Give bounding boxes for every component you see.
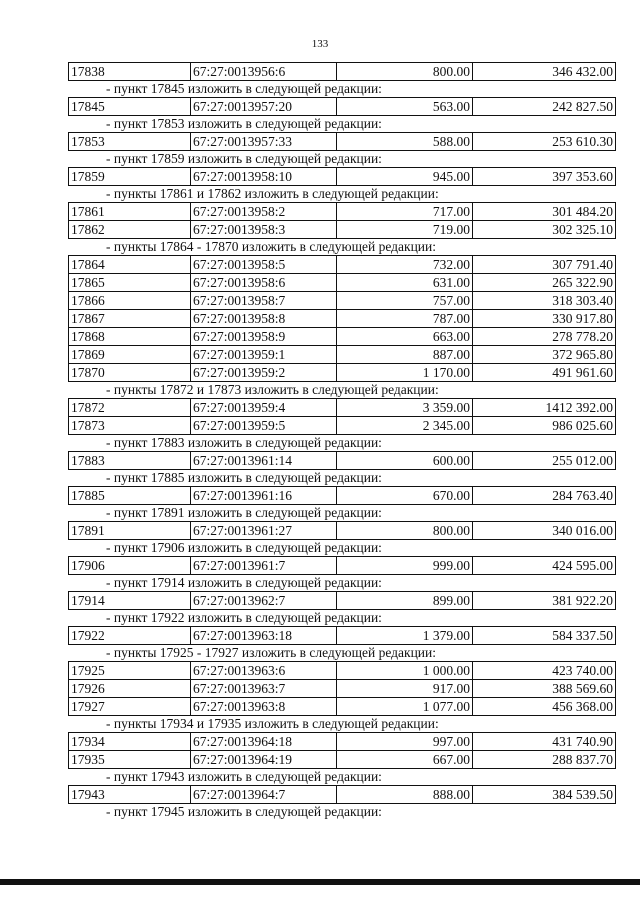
value-cell: 301 484.20 [473, 203, 616, 221]
amendment-block [68, 382, 616, 435]
item-number-cell: 17866 [69, 292, 191, 310]
amendment-block [68, 540, 616, 575]
value-cell: 423 740.00 [473, 662, 616, 680]
amendment-block [68, 186, 616, 239]
value-cell: 346 432.00 [473, 63, 616, 81]
area-cell: 667.00 [337, 751, 473, 769]
cadastral-number-cell: 67:27:0013963:18 [191, 627, 337, 645]
table-row [69, 63, 616, 81]
amendment-block [68, 804, 616, 820]
amendment-block [68, 435, 616, 470]
cadastral-number-cell: 67:27:0013958:2 [191, 203, 337, 221]
cadastral-number-cell: 67:27:0013961:27 [191, 522, 337, 540]
value-cell: 255 012.00 [473, 452, 616, 470]
table-row [69, 417, 616, 435]
parcel-table [68, 626, 616, 645]
value-cell: 1412 392.00 [473, 399, 616, 417]
cadastral-number-cell: 67:27:0013959:1 [191, 346, 337, 364]
table-row [69, 592, 616, 610]
cadastral-number-cell: 67:27:0013963:8 [191, 698, 337, 716]
value-cell: 986 025.60 [473, 417, 616, 435]
parcel-table [68, 486, 616, 505]
item-number-cell: 17853 [69, 133, 191, 151]
area-cell: 1 379.00 [337, 627, 473, 645]
item-number-cell: 17872 [69, 399, 191, 417]
area-cell: 997.00 [337, 733, 473, 751]
table-row [69, 221, 616, 239]
amendment-block [68, 716, 616, 769]
table-row [69, 346, 616, 364]
table-row [69, 452, 616, 470]
item-number-cell: 17943 [69, 786, 191, 804]
amendment-heading: - пункты 17925 - 17927 изложить в следующей редакции: [106, 645, 436, 660]
amendment-block [68, 81, 616, 116]
area-cell: 670.00 [337, 487, 473, 505]
table-row [69, 751, 616, 769]
value-cell: 242 827.50 [473, 98, 616, 116]
amendment-heading: - пункт 17945 изложить в следующей редакции: [106, 804, 382, 819]
table-row [69, 98, 616, 116]
item-number-cell: 17867 [69, 310, 191, 328]
amendment-block [68, 769, 616, 804]
cadastral-number-cell: 67:27:0013962:7 [191, 592, 337, 610]
area-cell: 732.00 [337, 256, 473, 274]
item-number-cell: 17927 [69, 698, 191, 716]
amendment-heading: - пункт 17943 изложить в следующей редакции: [106, 769, 382, 784]
item-number-cell: 17883 [69, 452, 191, 470]
value-cell: 381 922.20 [473, 592, 616, 610]
value-cell: 431 740.90 [473, 733, 616, 751]
cadastral-number-cell: 67:27:0013958:6 [191, 274, 337, 292]
area-cell: 717.00 [337, 203, 473, 221]
cadastral-number-cell: 67:27:0013961:16 [191, 487, 337, 505]
value-cell: 284 763.40 [473, 487, 616, 505]
cadastral-number-cell: 67:27:0013956:6 [191, 63, 337, 81]
table-row [69, 522, 616, 540]
cadastral-number-cell: 67:27:0013958:5 [191, 256, 337, 274]
item-number-cell: 17859 [69, 168, 191, 186]
item-number-cell: 17914 [69, 592, 191, 610]
amendment-block [68, 239, 616, 382]
item-number-cell: 17869 [69, 346, 191, 364]
item-number-cell: 17891 [69, 522, 191, 540]
value-cell: 584 337.50 [473, 627, 616, 645]
amendment-heading: - пункт 17891 изложить в следующей редакции: [106, 505, 382, 520]
area-cell: 563.00 [337, 98, 473, 116]
item-number-cell: 17934 [69, 733, 191, 751]
parcel-table [68, 785, 616, 804]
cadastral-number-cell: 67:27:0013959:5 [191, 417, 337, 435]
item-number-cell: 17870 [69, 364, 191, 382]
area-cell: 887.00 [337, 346, 473, 364]
parcel-table [68, 132, 616, 151]
cadastral-number-cell: 67:27:0013964:7 [191, 786, 337, 804]
footer-rule [0, 879, 640, 885]
parcel-table [68, 398, 616, 435]
parcel-table [68, 62, 616, 81]
table-row [69, 274, 616, 292]
value-cell: 340 016.00 [473, 522, 616, 540]
amendment-heading: - пункты 17864 - 17870 изложить в следующей редакции: [106, 239, 436, 254]
amendment-block [68, 116, 616, 151]
item-number-cell: 17868 [69, 328, 191, 346]
parcel-table [68, 451, 616, 470]
table-row [69, 627, 616, 645]
value-cell: 372 965.80 [473, 346, 616, 364]
table-row [69, 733, 616, 751]
area-cell: 1 077.00 [337, 698, 473, 716]
parcel-table [68, 556, 616, 575]
item-number-cell: 17906 [69, 557, 191, 575]
cadastral-number-cell: 67:27:0013958:10 [191, 168, 337, 186]
amendment-heading: - пункты 17861 и 17862 изложить в следующей редакции: [106, 186, 439, 201]
cadastral-number-cell: 67:27:0013963:6 [191, 662, 337, 680]
area-cell: 1 170.00 [337, 364, 473, 382]
value-cell: 424 595.00 [473, 557, 616, 575]
area-cell: 1 000.00 [337, 662, 473, 680]
value-cell: 384 539.50 [473, 786, 616, 804]
cadastral-number-cell: 67:27:0013964:18 [191, 733, 337, 751]
area-cell: 719.00 [337, 221, 473, 239]
value-cell: 388 569.60 [473, 680, 616, 698]
amendment-block [68, 470, 616, 505]
area-cell: 588.00 [337, 133, 473, 151]
value-cell: 397 353.60 [473, 168, 616, 186]
area-cell: 600.00 [337, 452, 473, 470]
value-cell: 491 961.60 [473, 364, 616, 382]
parcel-table [68, 732, 616, 769]
item-number-cell: 17885 [69, 487, 191, 505]
area-cell: 945.00 [337, 168, 473, 186]
value-cell: 318 303.40 [473, 292, 616, 310]
amendment-heading: - пункт 17906 изложить в следующей редакции: [106, 540, 382, 555]
cadastral-number-cell: 67:27:0013958:9 [191, 328, 337, 346]
item-number-cell: 17845 [69, 98, 191, 116]
table-row [69, 256, 616, 274]
area-cell: 663.00 [337, 328, 473, 346]
parcel-table [68, 661, 616, 716]
amendment-block [68, 610, 616, 645]
value-cell: 288 837.70 [473, 751, 616, 769]
cadastral-number-cell: 67:27:0013964:19 [191, 751, 337, 769]
area-cell: 800.00 [337, 522, 473, 540]
area-cell: 2 345.00 [337, 417, 473, 435]
parcel-table [68, 97, 616, 116]
cadastral-number-cell: 67:27:0013958:8 [191, 310, 337, 328]
amendment-heading: - пункт 17885 изложить в следующей редакции: [106, 470, 382, 485]
cadastral-number-cell: 67:27:0013961:14 [191, 452, 337, 470]
amendment-block [68, 575, 616, 610]
area-cell: 787.00 [337, 310, 473, 328]
value-cell: 302 325.10 [473, 221, 616, 239]
item-number-cell: 17861 [69, 203, 191, 221]
item-number-cell: 17873 [69, 417, 191, 435]
amendment-heading: - пункт 17853 изложить в следующей редакции: [106, 116, 382, 131]
amendment-heading: - пункт 17883 изложить в следующей редакции: [106, 435, 382, 450]
table-row [69, 786, 616, 804]
item-number-cell: 17935 [69, 751, 191, 769]
area-cell: 757.00 [337, 292, 473, 310]
parcel-table [68, 202, 616, 239]
area-cell: 888.00 [337, 786, 473, 804]
table-row [69, 487, 616, 505]
area-cell: 917.00 [337, 680, 473, 698]
item-number-cell: 17865 [69, 274, 191, 292]
table-row [69, 557, 616, 575]
area-cell: 3 359.00 [337, 399, 473, 417]
value-cell: 307 791.40 [473, 256, 616, 274]
parcel-table [68, 255, 616, 382]
table-row [69, 310, 616, 328]
parcel-table [68, 167, 616, 186]
amendment-block [68, 62, 616, 81]
item-number-cell: 17862 [69, 221, 191, 239]
table-row [69, 680, 616, 698]
amendment-heading: - пункт 17922 изложить в следующей редакции: [106, 610, 382, 625]
area-cell: 800.00 [337, 63, 473, 81]
table-row [69, 292, 616, 310]
amendment-block [68, 645, 616, 716]
item-number-cell: 17922 [69, 627, 191, 645]
parcel-table [68, 521, 616, 540]
cadastral-number-cell: 67:27:0013959:4 [191, 399, 337, 417]
amendment-block [68, 151, 616, 186]
item-number-cell: 17925 [69, 662, 191, 680]
amendment-heading: - пункты 17934 и 17935 изложить в следующей редакции: [106, 716, 439, 731]
item-number-cell: 17838 [69, 63, 191, 81]
area-cell: 999.00 [337, 557, 473, 575]
cadastral-number-cell: 67:27:0013957:20 [191, 98, 337, 116]
table-row [69, 133, 616, 151]
value-cell: 253 610.30 [473, 133, 616, 151]
amendment-heading: - пункт 17845 изложить в следующей редакции: [106, 81, 382, 96]
table-row [69, 168, 616, 186]
value-cell: 278 778.20 [473, 328, 616, 346]
table-row [69, 698, 616, 716]
value-cell: 330 917.80 [473, 310, 616, 328]
value-cell: 456 368.00 [473, 698, 616, 716]
item-number-cell: 17926 [69, 680, 191, 698]
area-cell: 631.00 [337, 274, 473, 292]
item-number-cell: 17864 [69, 256, 191, 274]
document-body [68, 62, 616, 820]
cadastral-number-cell: 67:27:0013959:2 [191, 364, 337, 382]
amendment-heading: - пункты 17872 и 17873 изложить в следующей редакции: [106, 382, 439, 397]
page-number: 133 [311, 38, 329, 50]
cadastral-number-cell: 67:27:0013961:7 [191, 557, 337, 575]
value-cell: 265 322.90 [473, 274, 616, 292]
table-row [69, 328, 616, 346]
cadastral-number-cell: 67:27:0013957:33 [191, 133, 337, 151]
table-row [69, 399, 616, 417]
amendment-heading: - пункт 17859 изложить в следующей редакции: [106, 151, 382, 166]
table-row [69, 364, 616, 382]
parcel-table [68, 591, 616, 610]
cadastral-number-cell: 67:27:0013963:7 [191, 680, 337, 698]
area-cell: 899.00 [337, 592, 473, 610]
amendment-block [68, 505, 616, 540]
table-row [69, 662, 616, 680]
amendment-heading: - пункт 17914 изложить в следующей редакции: [106, 575, 382, 590]
cadastral-number-cell: 67:27:0013958:3 [191, 221, 337, 239]
table-row [69, 203, 616, 221]
cadastral-number-cell: 67:27:0013958:7 [191, 292, 337, 310]
